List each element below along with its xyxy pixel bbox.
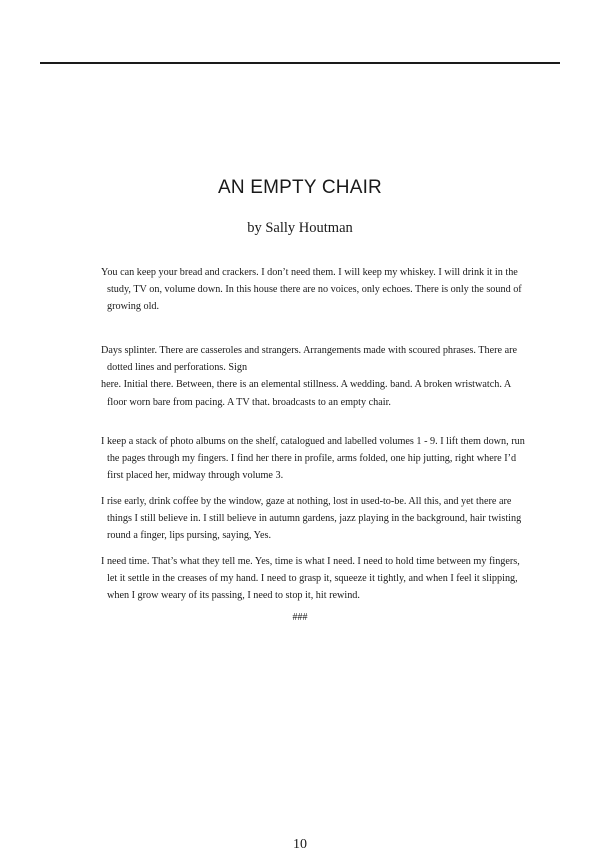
paragraph-line: Days splinter. There are casseroles and strangers. Arrangements made with scoured phrases. There are <box>101 345 518 356</box>
end-mark: ### <box>292 612 308 623</box>
paragraph-line: here. Initial there. Between, there is an elemental stillness. A wedding. band. A broken wristwatch. A <box>101 379 512 391</box>
paragraph-line: growing old. <box>107 301 160 313</box>
paragraph <box>101 433 541 485</box>
paragraph <box>101 493 541 545</box>
page-number: 10 <box>293 837 307 852</box>
paragraph-line: things I still believe in. I still believe in autumn gardens, jazz playing in the background, hair twisting <box>107 513 522 525</box>
paragraph-line: I rise early, drink coffee by the window, gaze at nothing, lost in used-to-be. All this, and yet there are <box>101 496 512 507</box>
story-title: AN EMPTY CHAIR <box>218 177 382 198</box>
paragraph-line: dotted lines and perforations. Sign <box>107 362 248 374</box>
paragraph-line: the pages through my fingers. I find her there in profile, arms folded, one hip jutting, right where I’d <box>107 453 517 465</box>
author-byline: by Sally Houtman <box>247 220 353 236</box>
paragraph-line: floor worn bare from pacing. A TV that. broadcasts to an empty chair. <box>107 396 391 408</box>
paragraph-line: let it settle in the creases of my hand. I need to grasp it, squeeze it tightly, and when I feel it slipping, <box>107 573 518 585</box>
paragraph-line: when I grow weary of its passing, I need to stop it, hit rewind. <box>107 590 360 602</box>
header-rule <box>40 62 560 64</box>
paragraph-line: first placed her, midway through volume 3. <box>107 470 284 482</box>
paragraph <box>101 553 541 605</box>
paragraph-line: I keep a stack of photo albums on the shelf, catalogued and labelled volumes 1 - 9. I lift them down, run <box>101 436 525 447</box>
paragraph-line: study, TV on, volume down. In this house there are no voices, only echoes. There is only the sound of <box>107 284 522 296</box>
paragraph <box>101 342 541 411</box>
paragraph <box>101 264 541 316</box>
paragraph-line: You can keep your bread and crackers. I don’t need them. I will keep my whiskey. I will drink it in the <box>101 267 518 278</box>
paragraph-line: I need time. That’s what they tell me. Yes, time is what I need. I need to hold time between my fingers, <box>101 556 520 567</box>
paragraph-line: round a finger, lips pursing, saying, Yes. <box>107 530 271 542</box>
